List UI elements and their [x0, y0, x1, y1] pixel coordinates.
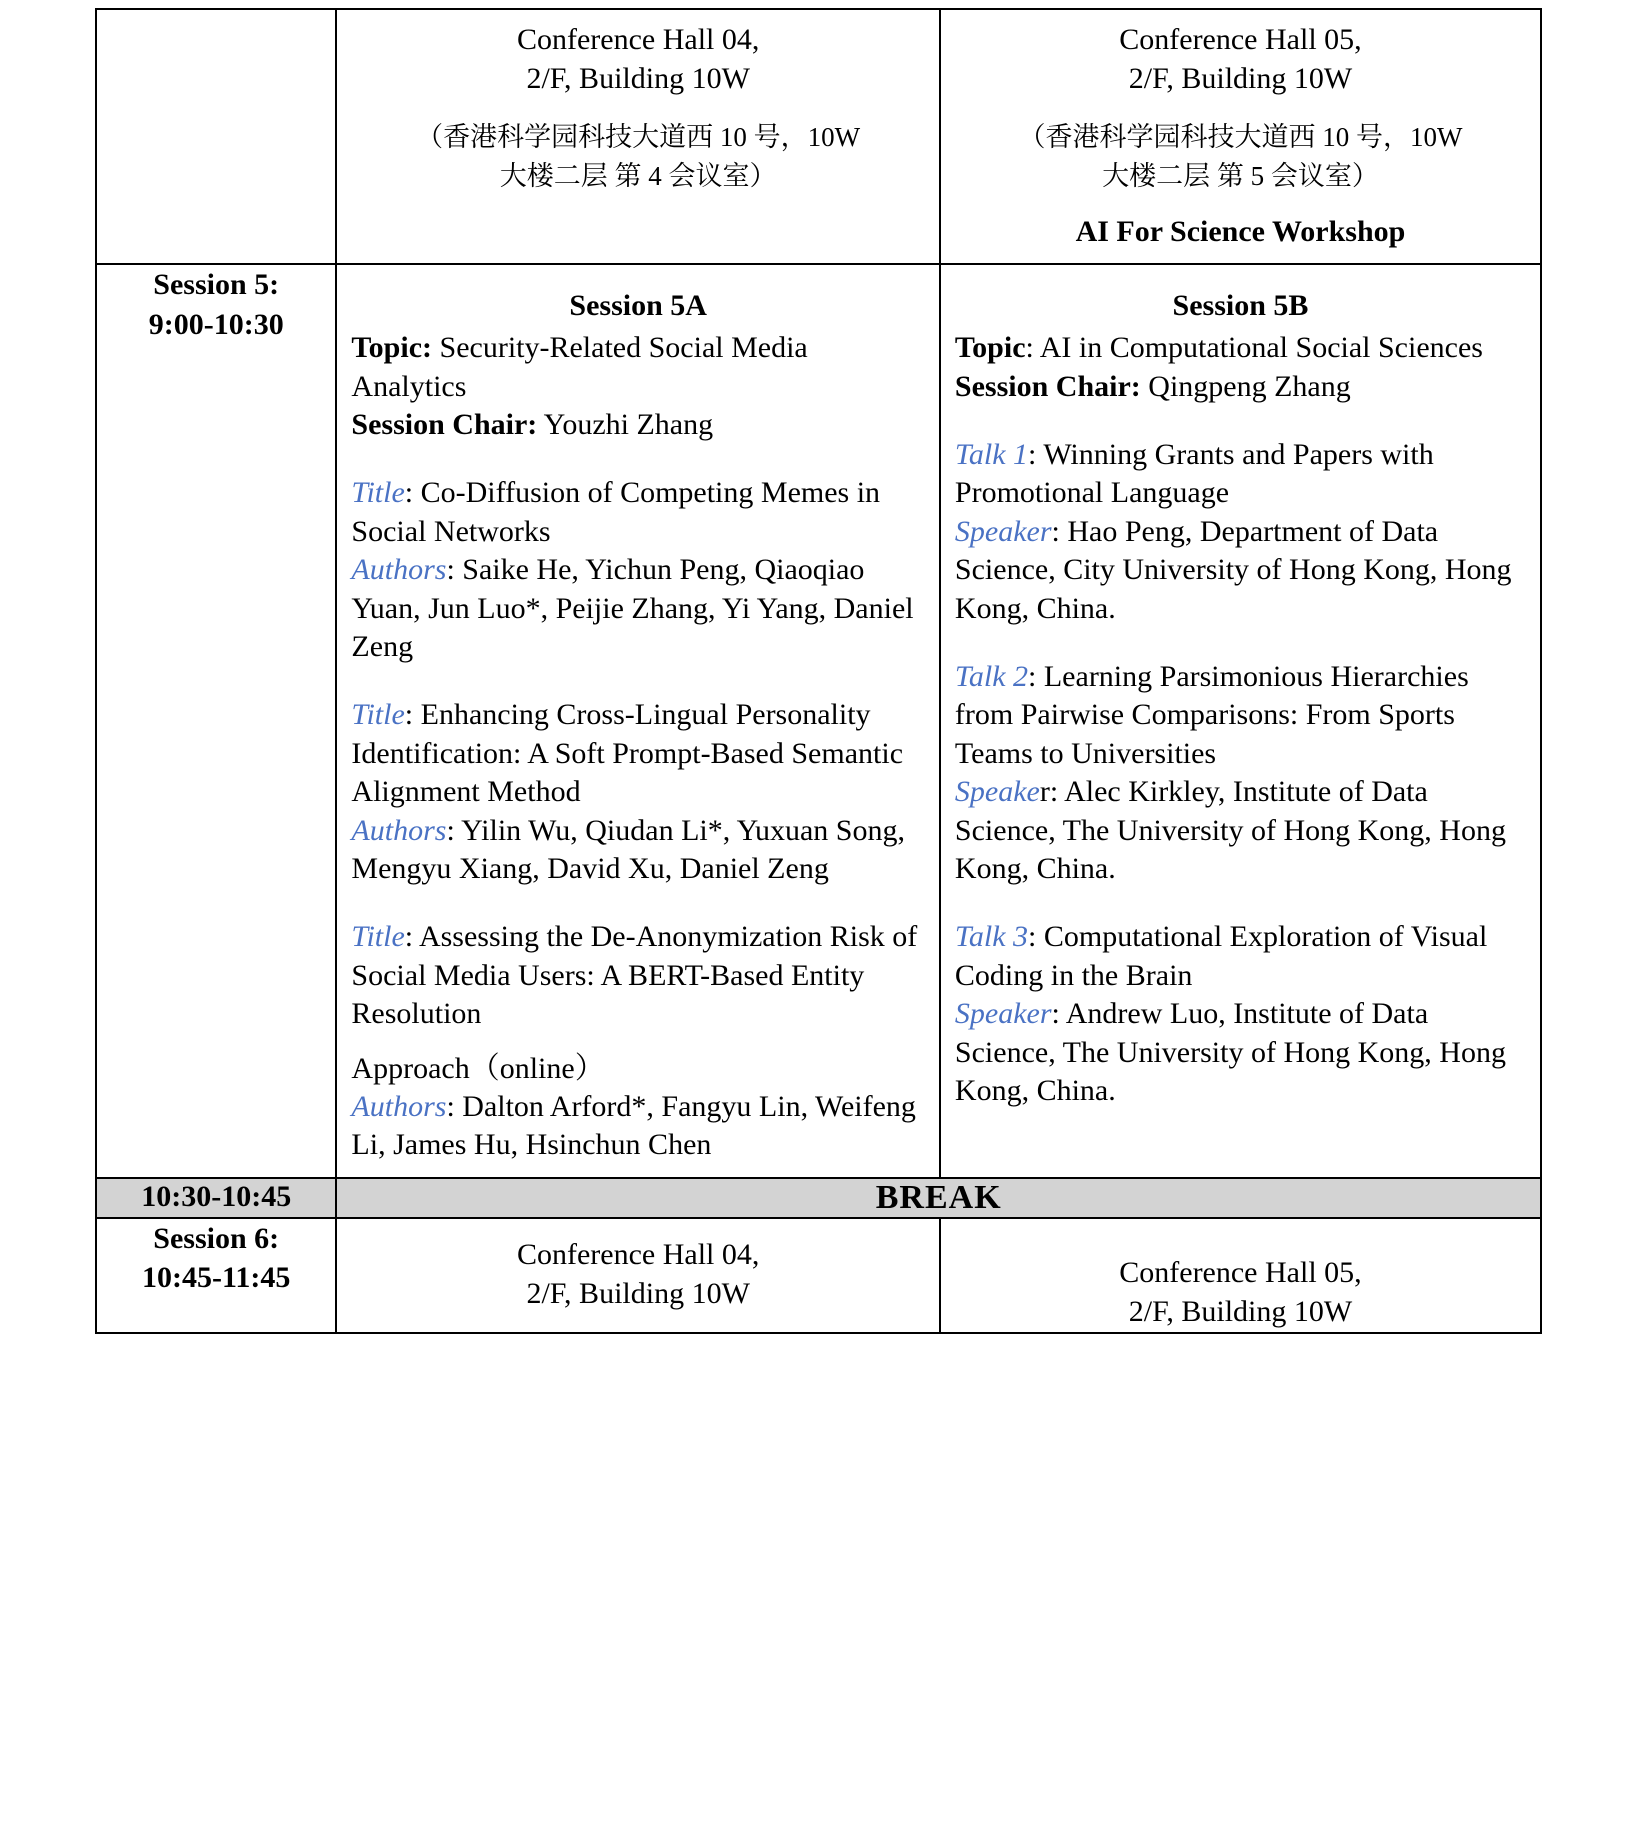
talk-title-value: Computational Exploration of Visual Coding in the Brain [954, 920, 1488, 992]
talk-2-speaker [955, 773, 1526, 888]
authors-value: Dalton Arford*, Fangyu Lin, Weifeng Li, James Hu, Hsinchun Chen [351, 1089, 916, 1162]
hall04-cn-line1: （香港科学园科技大道西 10 号，10W [416, 122, 861, 152]
talk-separator: : [1028, 920, 1044, 954]
talk-2-title [955, 658, 1526, 773]
title-value: Enhancing Cross-Lingual Personality Identification: A Soft Prompt-Based Semantic Alignment Method [351, 698, 904, 809]
authors-value: Saike He, Yichun Peng, Qiaoqiao Yuan, Jun Luo*, Peijie Zhang, Yi Yang, Daniel Zeng [351, 553, 914, 664]
session-5-label: Session 5: [153, 268, 280, 302]
session-5a-cell [336, 264, 940, 1177]
spacer [351, 888, 925, 918]
spacer [351, 444, 925, 474]
session-5-time-cell [96, 264, 336, 1177]
paper-1-title [351, 474, 925, 551]
venue-cell-hall05 [940, 9, 1541, 264]
paper-2-authors [351, 812, 925, 889]
talk-separator: : [1028, 660, 1044, 694]
paper-3-title [351, 918, 925, 1033]
speaker-value: Hao Peng, Department of Data Science, City University of Hong Kong, Hong Kong, China. [954, 514, 1512, 625]
workshop-title: AI For Science Workshop [1075, 215, 1406, 249]
talk-label: Talk 2 [954, 660, 1029, 694]
speaker-label: Speake [954, 775, 1040, 809]
session-6-row [96, 1218, 1541, 1333]
spacer [351, 1034, 925, 1050]
hall05-line1: Conference Hall 05, [1119, 23, 1362, 56]
session6-hall04-line2: 2/F, Building 10W [526, 1277, 750, 1311]
title-label: Title [351, 698, 405, 732]
spacer [955, 406, 1526, 436]
spacer [955, 888, 1526, 918]
topic-value: AI in Computational Social Sciences [1039, 331, 1483, 365]
chair-label: Session Chair: [954, 369, 1141, 403]
session-6-venue-hall05 [940, 1218, 1541, 1333]
talk-label: Talk 3 [954, 920, 1029, 954]
talk-3-speaker [955, 995, 1526, 1110]
title-value: Assessing the De-Anonymization Risk of Social Media Users: A BERT-Based Entity Resolution [351, 920, 918, 1031]
talk-title-value: Winning Grants and Papers with Promotional Language [954, 438, 1434, 510]
authors-label: Authors [351, 813, 447, 847]
topic-label: Topic [954, 331, 1026, 365]
break-time: 10:30-10:45 [96, 1178, 336, 1218]
chair-value: Youzhi Zhang [537, 408, 714, 442]
speaker-value: Alec Kirkley, Institute of Data Science, The University of Hong Kong, Hong Kong, China. [954, 775, 1506, 885]
session6-hall04-line1: Conference Hall 04, [516, 1237, 760, 1271]
hall05-line2: 2/F, Building 10W [1128, 62, 1353, 95]
session-6-venue-hall04 [336, 1218, 940, 1333]
speaker-label: Speaker [954, 997, 1052, 1031]
chair-label: Session Chair: [351, 408, 538, 442]
talk-title-value: Learning Parsimonious Hierarchies from Pairwise Comparisons: From Sports Teams to Universities [954, 660, 1469, 770]
talk-3-title [955, 918, 1526, 995]
break-row [96, 1178, 1541, 1218]
authors-label: Authors [351, 1089, 447, 1123]
title-value: Co-Diffusion of Competing Memes in Social Networks [351, 476, 881, 548]
paper-3-title-continued: Approach（online） [351, 1051, 605, 1085]
paper-2-title [351, 696, 925, 811]
session-5b-cell [940, 264, 1541, 1177]
venue-row-time-cell [96, 9, 336, 264]
session-6-time-cell [96, 1218, 336, 1333]
hall05-cn-line2: 大楼二层 第 5 会议室） [1102, 161, 1379, 192]
chair-value: Qingpeng Zhang [1140, 369, 1351, 403]
talk-1-title [955, 436, 1526, 513]
session-5-row [96, 264, 1541, 1177]
spacer [351, 666, 925, 696]
authors-separator: : [446, 1089, 463, 1123]
session-5a-topic [351, 329, 925, 406]
title-label: Title [351, 920, 405, 954]
session6-hall05-line2: 2/F, Building 10W [1128, 1295, 1353, 1329]
title-separator: : [404, 698, 421, 732]
speaker-label-tail: r [1039, 775, 1050, 809]
authors-separator: : [446, 553, 463, 587]
session-5b-topic [955, 329, 1526, 367]
venue-cell-hall04 [336, 9, 940, 264]
session-5b-chair [955, 368, 1526, 406]
speaker-label: Speaker [954, 514, 1052, 548]
session-5a-chair [351, 406, 925, 444]
session-5-time: 9:00-10:30 [148, 307, 284, 341]
break-label: BREAK [336, 1178, 1541, 1218]
topic-separator: : [1025, 331, 1040, 365]
talk-separator: : [1028, 438, 1044, 472]
talk-label: Talk 1 [954, 438, 1029, 472]
speaker-value: Andrew Luo, Institute of Data Science, The University of Hong Kong, Hong Kong, China. [954, 997, 1506, 1107]
speaker-separator: : [1049, 775, 1065, 809]
authors-label: Authors [351, 553, 447, 587]
paper-1-authors [351, 551, 925, 666]
venue-header-row [96, 9, 1541, 264]
session-6-label: Session 6: [153, 1221, 280, 1255]
topic-value: Security-Related Social Media Analytics [351, 331, 808, 403]
topic-label: Topic: [351, 331, 433, 365]
session6-hall05-line1: Conference Hall 05, [1119, 1255, 1362, 1289]
paper-3-authors [351, 1088, 925, 1165]
authors-value: Yilin Wu, Qiudan Li*, Yuxuan Song, Mengyu Xiang, David Xu, Daniel Zeng [351, 813, 905, 885]
title-label: Title [351, 476, 405, 510]
talk-1-speaker [955, 513, 1526, 628]
hall04-cn-line2: 大楼二层 第 4 会议室） [499, 161, 777, 192]
session-6-time: 10:45-11:45 [142, 1261, 291, 1295]
speaker-separator: : [1051, 514, 1068, 548]
hall04-line1: Conference Hall 04, [516, 23, 760, 56]
schedule-table [95, 8, 1542, 1334]
hall04-line2: 2/F, Building 10W [526, 62, 750, 95]
speaker-separator: : [1051, 997, 1066, 1031]
title-separator: : [404, 476, 421, 510]
session-5a-heading: Session 5A [569, 289, 707, 323]
spacer [955, 628, 1526, 658]
session-5b-heading: Session 5B [1172, 289, 1309, 323]
authors-separator: : [446, 813, 462, 847]
hall05-cn-line1: （香港科学园科技大道西 10 号，10W [1018, 122, 1463, 152]
title-separator: : [404, 920, 419, 954]
